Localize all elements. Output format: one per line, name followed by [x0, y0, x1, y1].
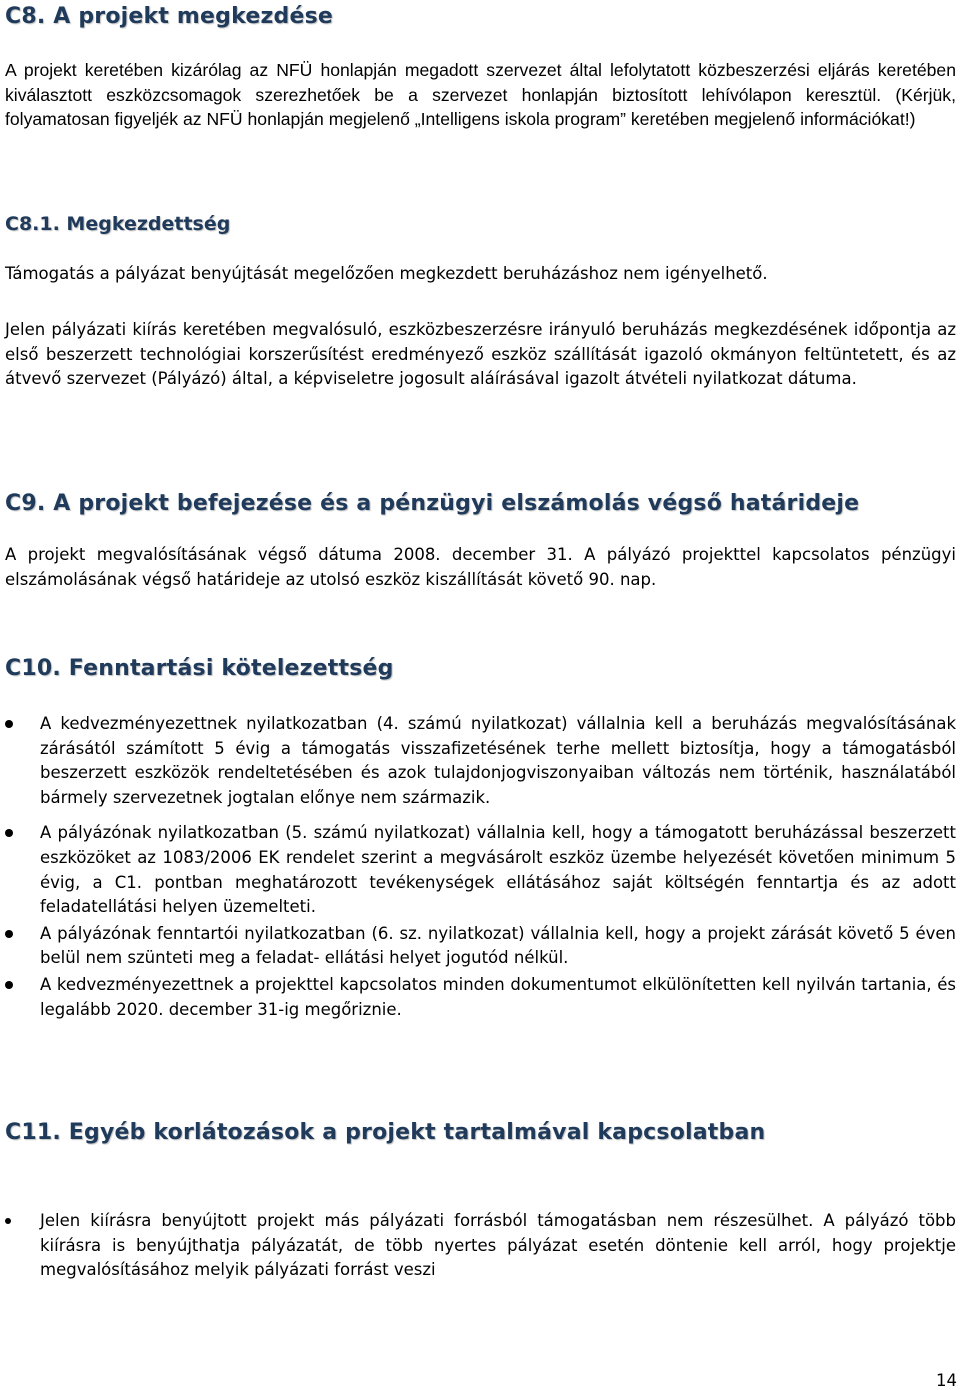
bullet-icon — [5, 981, 13, 989]
list-item — [5, 712, 956, 810]
section-c8-intro: A projekt keretében kizárólag az NFÜ honlapján megadott szervezet által lefolytatott közbeszerzési eljárás keretében kiválasztott eszközcsomagok szerezhetőek be a szervezet honlapján biztosított lehívólapon keresztül. (Kérjük, folyamatosan figyeljék az NFÜ honlapján megjelenő „Intelligens iskola program” keretében megjelenő információkat!) — [5, 60, 956, 130]
bullet-icon — [5, 829, 13, 837]
list-item — [5, 973, 956, 1022]
section-c9-para: A projekt megvalósításának végső dátuma 2008. december 31. A pályázó projekttel kapcsolatos pénzügyi elszámolásának végső határideje az utolsó eszköz kiszállítását követő 90. nap. — [5, 545, 956, 589]
section-c8-heading: C8. A projekt megkezdése — [5, 4, 333, 29]
section-c10-list — [5, 712, 956, 1022]
bullet-icon — [5, 720, 13, 728]
section-c11-heading: C11. Egyéb korlátozások a projekt tartalmával kapcsolatban — [5, 1120, 766, 1145]
bullet-icon — [5, 930, 13, 938]
list-item-text: A pályázónak nyilatkozatban (5. számú nyilatkozat) vállalnia kell, hogy a támogatott beruházással beszerzett eszközöket az 1083/2006 EK rendelet szerint a megvásárolt eszköz üzembe helyezését követően minimum 5 évig, a C1. pontban meghatározott tevékenységek ellátásához saját költségén fenntartja és az adott feladatellátási helyen üzemelteti. — [40, 823, 956, 917]
section-c10-heading: C10. Fenntartási kötelezettség — [5, 656, 394, 681]
list-item-text: A pályázónak fenntartói nyilatkozatban (6. sz. nyilatkozat) vállalnia kell, hogy a projekt zárását követő 5 éven belül nem szünteti meg a feladat- ellátási helyet jogutód nélkül. — [40, 923, 956, 968]
list-item — [5, 1209, 956, 1283]
list-item-text: Jelen kiírásra benyújtott projekt más pályázati forrásból támogatásban nem részesülhet. A pályázó több kiírásra is benyújthatja pályázatát, de több nyertes pályázat esetén döntenie kell arról, hogy projektje megvalósításához melyik pályázati forrást veszi — [40, 1211, 956, 1280]
list-item — [5, 922, 956, 971]
bullet-icon — [5, 1218, 11, 1224]
section-c8-1-para2: Jelen pályázati kiírás keretében megvalósuló, eszközbeszerzésre irányuló beruházás megkezdésének időpontja az első beszerzett technológiai korszerűsítést eredményező eszköz szállítását igazoló okmányon feltüntetett, és az átvevő szervezet (Pályázó) által, a képviseletre jogosult aláírásával igazolt átvételi nyilatkozat dátuma. — [5, 320, 956, 389]
page-number: 14 — [936, 1371, 957, 1390]
section-c8-1-para1: Támogatás a pályázat benyújtását megelőzően megkezdett beruházáshoz nem igényelhető. — [5, 264, 768, 283]
section-c8-1-heading: C8.1. Megkezdettség — [5, 213, 231, 235]
section-c11-list — [5, 1209, 956, 1283]
list-item — [5, 821, 956, 919]
list-item-text: A kedvezményezettnek a projekttel kapcsolatos minden dokumentumot elkülönítetten kell nyilván tartania, és legalább 2020. december 31-ig megőriznie. — [40, 974, 956, 1019]
section-c9-heading: C9. A projekt befejezése és a pénzügyi elszámolás végső határideje — [5, 491, 860, 516]
list-item-text: A kedvezményezettnek nyilatkozatban (4. számú nyilatkozat) vállalnia kell a beruházás megvalósításának zárásától számított 5 évig a támogatás visszafizetésének terhe mellett biztosítja, hogy a támogatásból beszerzett eszközök rendeltetésében és azok tulajdonjogviszonyaiban változás nem történik, használatából bármely szervezetnek jogtalan előnye nem származik. — [40, 714, 956, 807]
